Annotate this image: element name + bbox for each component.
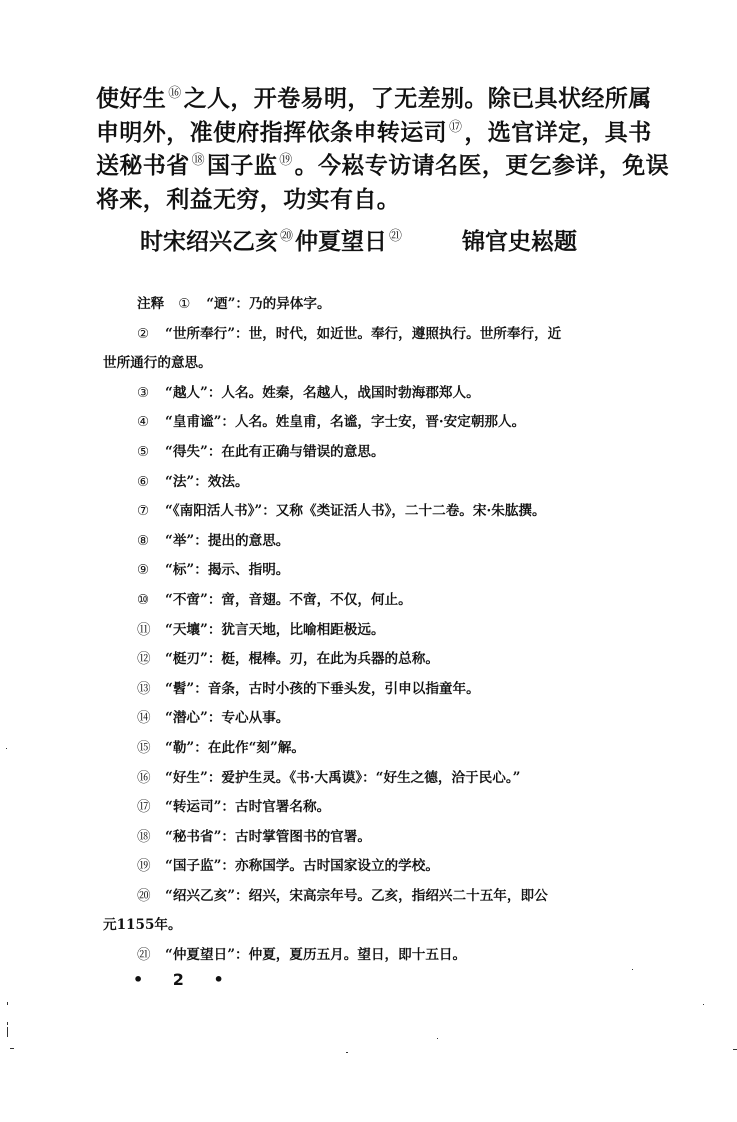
scan-speck <box>10 1048 14 1049</box>
note-number: ⑱ <box>137 828 151 845</box>
note-text: 爱护生灵。《书·大禹谟》：“好生之德，洽于民心。” <box>221 769 521 786</box>
note-term: “髫”： <box>165 680 208 697</box>
note-number: ⑪ <box>137 621 151 638</box>
note-text: 又称《类证活人书》，二十二卷。宋·朱肱撰。 <box>275 503 546 520</box>
note-text: 人名。姓皇甫，名谧，字士安，晋·安定朝那人。 <box>235 414 526 431</box>
footnote-ref: ⑯ <box>168 86 182 102</box>
scan-speck <box>7 1027 8 1037</box>
footnote-ref: ⑲ <box>279 153 293 169</box>
note-term: “标”： <box>165 562 208 579</box>
note-term: “世所奉行”： <box>165 325 249 342</box>
main-text-line: 将来，利益无穷，功实有自。 <box>96 185 401 213</box>
note-term: “好生”： <box>165 769 222 786</box>
note-text: 犹言天地，比喻相距极远。 <box>221 621 385 638</box>
note-text: 世，时代，如近世。奉行，遵照执行。世所奉行，近 <box>248 325 562 342</box>
note-number: ④ <box>137 414 150 431</box>
note-number: ⑲ <box>137 858 151 875</box>
note-number: ③ <box>137 384 150 401</box>
note-number: ⑦ <box>137 503 150 520</box>
note-number: ⑩ <box>137 591 150 608</box>
note-text: 在此作“刻”解。 <box>207 739 306 756</box>
note-number: ㉑ <box>137 947 151 964</box>
note-text: 啻，音翅。不啻，不仅，何止。 <box>221 591 412 608</box>
note-item <box>103 645 673 675</box>
note-text: 专心从事。 <box>221 710 290 727</box>
note-item <box>103 320 673 350</box>
note-number: ⑰ <box>137 799 151 816</box>
note-term: “潜心”： <box>165 710 222 727</box>
note-text: 亦称国学。古时国家设立的学校。 <box>235 858 439 875</box>
note-number: ⑬ <box>137 680 151 697</box>
note-term: “《南阳活人书》”： <box>165 503 276 520</box>
signature-line <box>140 225 577 258</box>
note-term: “越人”： <box>165 384 222 401</box>
footnote-ref: ㉑ <box>389 229 403 245</box>
note-text: 梃，棍棒。刃，在此为兵器的总称。 <box>221 651 439 668</box>
note-text: 仲夏，夏历五月。望日，即十五日。 <box>248 947 467 964</box>
note-item <box>103 497 673 527</box>
note-term: “不啻”： <box>165 591 222 608</box>
signature-author: 锦官史崧题 <box>462 228 578 255</box>
scan-speck <box>703 1004 704 1005</box>
note-term: “梃刃”： <box>165 651 222 668</box>
note-item <box>103 527 673 557</box>
scan-speck <box>346 1052 348 1053</box>
signature-date: 仲夏望日 <box>295 228 388 255</box>
main-text-line: 使好生 ⑯之人，开卷易明，了无差别。除已具状经所属 <box>96 85 652 112</box>
note-text: 古时官署名称。 <box>235 799 331 816</box>
note-item <box>103 852 673 882</box>
note-term: “迺”： <box>206 296 250 312</box>
note-term: “国子监”： <box>165 858 236 875</box>
main-text-line: 送秘书省 ⑱国子监 ⑲。今崧专访请名医，更乞参详，免误 <box>96 152 670 179</box>
note-item <box>103 616 673 646</box>
note-text: 人名。姓秦，名越人，战国时勃海郡郑人。 <box>221 384 480 401</box>
note-number: ⑯ <box>137 769 151 786</box>
note-number: ② <box>137 325 150 342</box>
note-item <box>103 438 673 468</box>
note-number: ⑨ <box>137 562 150 579</box>
scan-speck <box>7 1022 8 1025</box>
note-number: ⑧ <box>137 532 150 549</box>
note-term: “绍兴乙亥”： <box>165 887 249 904</box>
note-text: 乃的异体字。 <box>249 296 331 312</box>
note-text: 音条，古时小孩的下垂头发，引申以指童年。 <box>207 680 480 697</box>
note-text: 在此有正确与错误的意思。 <box>221 443 385 460</box>
scan-speck <box>7 1002 8 1005</box>
note-term: “举”： <box>165 532 208 549</box>
main-text-block <box>96 82 668 216</box>
note-item <box>103 379 673 409</box>
footnote-ref: ⑰ <box>449 119 463 135</box>
note-text: 古时掌管图书的官署。 <box>235 828 371 845</box>
footnote-ref: ⑱ <box>191 153 206 169</box>
note-number: ⑥ <box>137 473 150 490</box>
note-term: “仲夏望日”： <box>165 947 249 964</box>
note-item <box>103 290 673 320</box>
note-item <box>103 586 673 616</box>
note-number: ⑭ <box>137 710 151 727</box>
signature-date: 时宋绍兴乙亥 <box>140 228 278 255</box>
note-item <box>103 882 673 912</box>
scan-speck <box>6 748 7 749</box>
note-number: ⑮ <box>137 739 151 756</box>
note-item <box>103 793 673 823</box>
footnote-ref: ⑳ <box>280 229 294 245</box>
scan-speck <box>437 1038 438 1039</box>
note-term: “法”： <box>165 473 208 490</box>
note-item <box>103 823 673 853</box>
note-item <box>103 468 673 498</box>
note-term: “转运司”： <box>165 799 236 816</box>
note-text: 揭示、指明。 <box>207 562 290 579</box>
note-number: ① <box>178 296 191 312</box>
page-number: • 2 • <box>133 970 236 989</box>
note-item <box>103 941 673 971</box>
note-term: “得失”： <box>165 443 222 460</box>
annotations-section <box>103 290 673 971</box>
note-continuation: 元1155年。 <box>103 917 182 934</box>
note-item <box>103 704 673 734</box>
note-text: 效法。 <box>207 473 249 490</box>
scan-speck <box>632 969 633 970</box>
note-item <box>103 764 673 794</box>
note-item <box>103 556 673 586</box>
note-text: 提出的意思。 <box>207 532 290 549</box>
note-term: “勒”： <box>165 739 208 756</box>
note-term: “秘书省”： <box>165 828 236 845</box>
note-continuation: 世所通行的意思。 <box>103 355 212 372</box>
note-item <box>103 675 673 705</box>
note-text: 绍兴，宋高宗年号。乙亥，指绍兴二十五年，即公 <box>248 887 548 904</box>
note-term: “天壤”： <box>165 621 222 638</box>
note-item <box>103 734 673 764</box>
notes-heading: 注释 <box>137 296 165 312</box>
scan-speck <box>733 1049 737 1050</box>
note-term: “皇甫谧”： <box>165 414 236 431</box>
note-number: ⑳ <box>137 887 151 904</box>
note-number: ⑤ <box>137 443 150 460</box>
note-item <box>103 408 673 438</box>
note-number: ⑫ <box>137 651 151 668</box>
main-text-line: 申明外，准使府指挥依条申转运司 ⑰，选官详定，具书 <box>96 118 652 146</box>
